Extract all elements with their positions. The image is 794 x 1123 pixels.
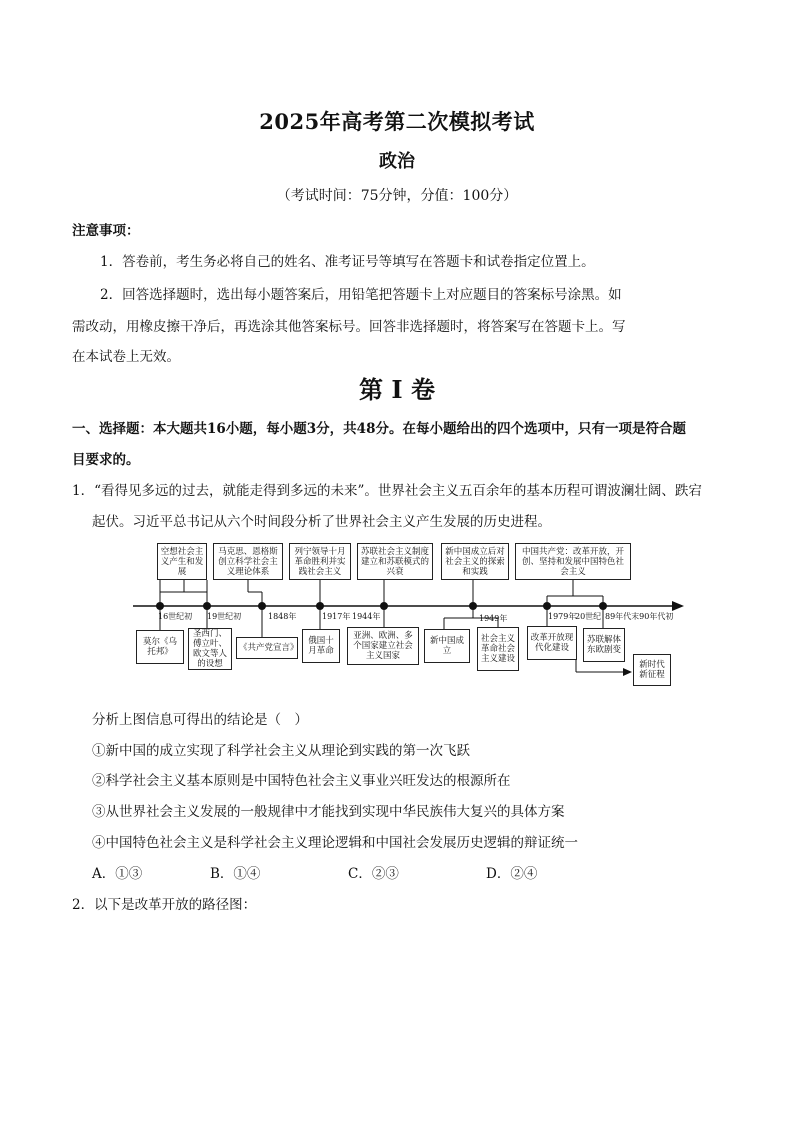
timeline-top-box-5: 新中国成立后对社会主义的探索和实践 — [441, 543, 509, 580]
timeline-year-5: 1944年 — [352, 612, 381, 621]
timeline-bottom-box-1: 莫尔《乌托邦》 — [136, 630, 184, 664]
notes-item-2-line-1: 2．回答选择题时，选出每小题答案后，用铅笔把答题卡上对应题目的答案标号涂黑。如 — [100, 287, 622, 303]
timeline-top-box-6: 中国共产党：改革开放，开创、坚持和发展中国特色社会主义 — [515, 543, 631, 580]
timeline-year-7: 1979年 — [548, 612, 577, 621]
notes-heading: 注意事项： — [72, 223, 140, 239]
q1-stem-line-1: 1．“看得见多远的过去，就能走得到多远的未来”。世界社会主义五百余年的基本历程可谓波澜壮阔、跌宕 — [72, 483, 702, 499]
q1-statement-3: ③从世界社会主义发展的一般规律中才能找到实现中华民族伟大复兴的具体方案 — [92, 804, 565, 820]
timeline-bottom-box-10: 新时代新征程 — [633, 654, 671, 686]
notes-item-1: 1．答卷前，考生务必将自己的姓名、准考证号等填写在答题卡和试卷指定位置上。 — [100, 254, 595, 270]
timeline-year-4: 1917年 — [322, 612, 351, 621]
q1-option-a: A．①③ — [92, 866, 143, 882]
timeline-bottom-box-4: 俄国十月革命 — [302, 629, 340, 663]
timeline-top-box-2: 马克思、恩格斯创立科学社会主义理论体系 — [213, 543, 283, 580]
q1-statement-4: ④中国特色社会主义是科学社会主义理论逻辑和中国社会发展历史逻辑的辩证统一 — [92, 835, 578, 851]
q1-option-c: C．②③ — [348, 866, 399, 882]
timeline-bottom-box-7: 社会主义革命社会主义建设 — [477, 627, 519, 671]
timeline-year-6: 1949年 — [479, 614, 508, 623]
timeline-year-1: 16世纪初 — [158, 612, 193, 621]
timeline-bottom-box-5: 亚洲、欧洲、多个国家建立社会主义国家 — [347, 627, 419, 665]
q1-stem-line-2: 起伏。习近平总书记从六个时间段分析了世界社会主义产生发展的历史进程。 — [92, 514, 551, 530]
timeline-top-box-4: 苏联社会主义制度建立和苏联模式的兴衰 — [357, 543, 433, 580]
timeline-year-8: 20世纪 — [575, 612, 602, 621]
exam-title: 2025年高考第二次模拟考试 — [259, 109, 535, 134]
section-1-heading-line-2: 目要求的。 — [72, 452, 140, 468]
q1-option-d: D．②④ — [486, 866, 538, 882]
q1-option-b: B．①④ — [210, 866, 261, 882]
timeline-bottom-box-3: 《共产党宣言》 — [236, 637, 298, 659]
q1-prompt: 分析上图信息可得出的结论是（ ） — [92, 712, 308, 728]
timeline-top-box-1: 空想社会主义产生和发展 — [157, 543, 207, 580]
timeline-bottom-box-6: 新中国成立 — [424, 629, 470, 663]
subject-title: 政治 — [379, 151, 415, 172]
volume-title: 第 I 卷 — [359, 375, 435, 404]
timeline-year-2: 19世纪初 — [207, 612, 242, 621]
timeline-top-box-3: 列宁领导十月革命胜利并实践社会主义 — [289, 543, 351, 580]
timeline-bottom-box-8: 改革开放现代化建设 — [527, 626, 577, 660]
q1-statement-2: ②科学社会主义基本原则是中国特色社会主义事业兴旺发达的根源所在 — [92, 773, 511, 789]
notes-item-2-line-2: 需改动，用橡皮擦干净后，再选涂其他答案标号。回答非选择题时，将答案写在答题卡上。写 — [72, 319, 626, 335]
q1-statement-1: ①新中国的成立实现了科学社会主义从理论到实践的第一次飞跃 — [92, 743, 470, 759]
timeline-bottom-box-9: 苏联解体东欧剧变 — [583, 628, 625, 662]
timeline-year-3: 1848年 — [268, 612, 297, 621]
q2-stem: 2．以下是改革开放的路径图： — [72, 897, 257, 913]
timeline-bottom-box-2: 圣西门、傅立叶、欧文等人的设想 — [188, 628, 232, 670]
notes-item-2-line-3: 在本试卷上无效。 — [72, 349, 180, 365]
exam-time-info: （考试时间：75分钟，分值：100分） — [276, 188, 518, 204]
section-1-heading-line-1: 一、选择题：本大题共16小题，每小题3分，共48分。在每小题给出的四个选项中，只有一项是符合题 — [72, 421, 686, 437]
timeline-year-9: 89年代末90年代初 — [605, 612, 674, 621]
